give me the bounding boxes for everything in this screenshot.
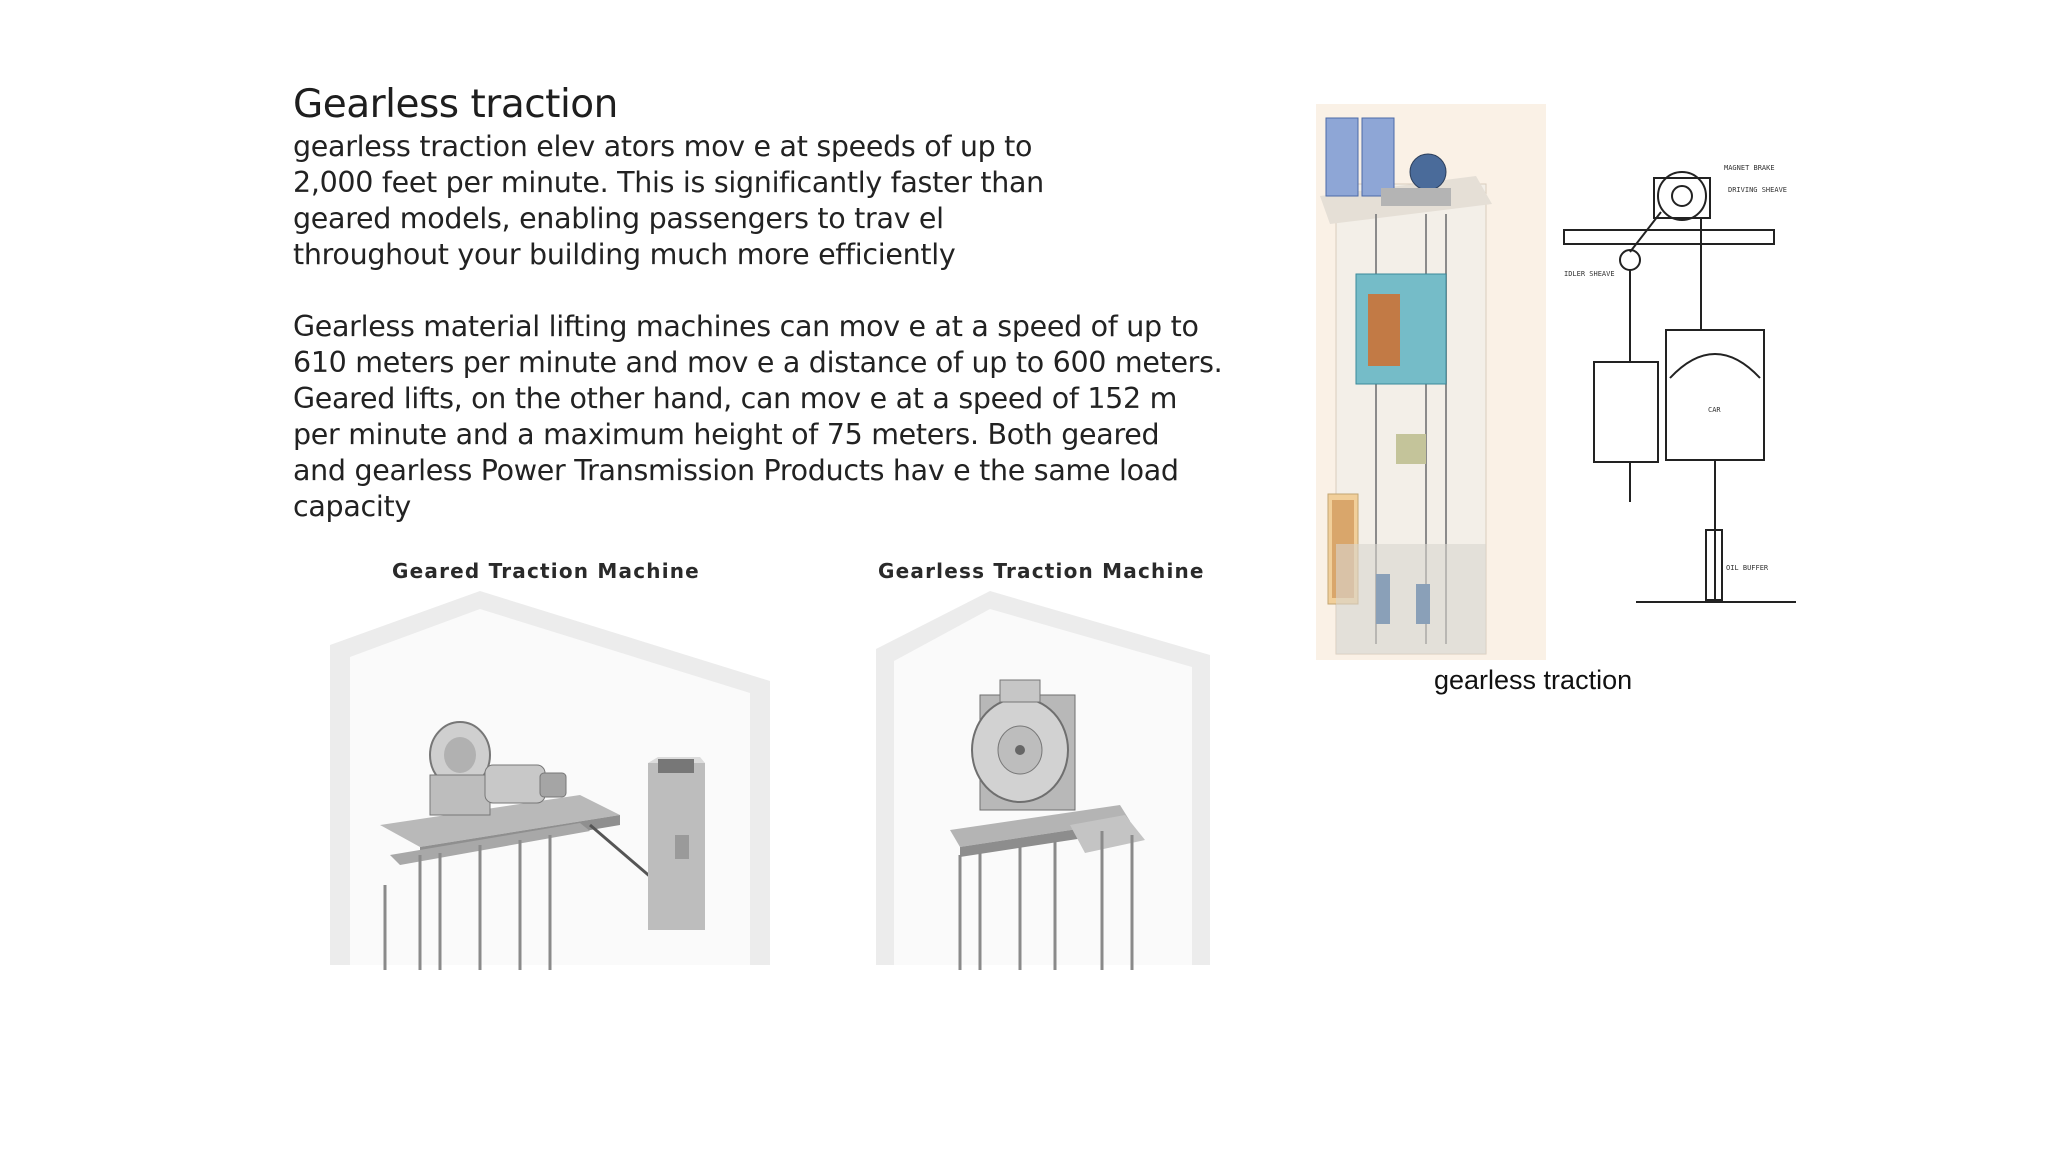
text-line: and gearless Power Transmission Products hav e the same load (293, 454, 1179, 487)
paragraph-comparison (293, 309, 1222, 525)
text-line: per minute and a maximum height of 75 meters. Both geared (293, 418, 1160, 451)
geared-machine-illustration (320, 585, 780, 970)
text-line: Geared lifts, on the other hand, can mov e at a speed of 152 m (293, 382, 1178, 415)
schematic-label: CAR (1708, 406, 1721, 414)
gearless-machine-label: Gearless Traction Machine (878, 559, 1205, 583)
text-line: Gearless material lifting machines can mov e at a speed of up to (293, 310, 1199, 343)
schematic-label: IDLER SHEAVE (1564, 270, 1615, 278)
slide-title: Gearless traction (293, 82, 618, 127)
text-line: geared models, enabling passengers to trav el (293, 202, 944, 235)
text-line: 610 meters per minute and mov e a distance of up to 600 meters. (293, 346, 1223, 379)
schematic-label: MAGNET BRAKE (1724, 164, 1775, 172)
text-line: capacity (293, 490, 411, 523)
paragraph-gearless-speed (293, 129, 1044, 273)
text-line: 2,000 feet per minute. This is significantly faster than (293, 166, 1044, 199)
figure-caption: gearless traction (1434, 665, 1633, 695)
geared-machine-label: Geared Traction Machine (392, 559, 700, 583)
elevator-shaft-illustration (1316, 104, 1546, 660)
traction-schematic-diagram (1556, 130, 1800, 614)
gearless-machine-illustration (870, 585, 1210, 970)
schematic-label: DRIVING SHEAVE (1728, 186, 1788, 194)
text-line: gearless traction elev ators mov e at speeds of up to (293, 130, 1033, 163)
schematic-label: OIL BUFFER (1726, 564, 1769, 572)
text-line: throughout your building much more efficiently (293, 238, 956, 271)
